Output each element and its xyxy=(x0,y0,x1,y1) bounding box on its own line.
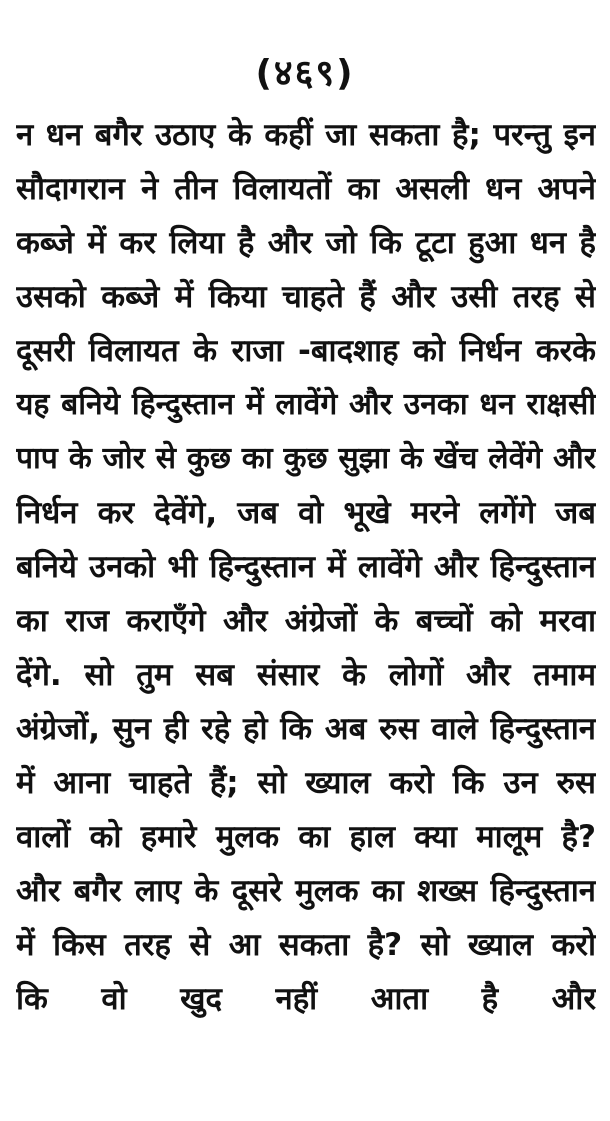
text-line: पाप के जोर से कुछ का कुछ सुझा के खेंच लेवेंगे और xyxy=(16,441,596,476)
text-line: और बगैर लाए के दूसरे मुलक का शख्स हिन्दुस्तान xyxy=(16,873,596,909)
text-line: में किस तरह से आ सकता है? सो ख्याल करो xyxy=(16,927,596,963)
body-text xyxy=(16,108,596,1026)
text-line: अंग्रेजों, सुन ही रहे हो कि अब रुस वाले हिन्दुस्तान xyxy=(16,711,596,747)
text-line: न धन बगैर उठाए के कहीं जा सकता है; परन्तु इन xyxy=(16,117,596,153)
text-line: का राज कराएँगे और अंग्रेजों के बच्चों को मरवा xyxy=(16,603,596,639)
page-number: (४६९) xyxy=(255,53,355,94)
text-line: उसको कब्जे में किया चाहते हैं और उसी तरह से xyxy=(16,279,596,315)
text-line: कब्जे में कर लिया है और जो कि टूटा हुआ धन है xyxy=(16,225,596,261)
text-line: में आना चाहते हैं; सो ख्याल करो कि उन रुस xyxy=(16,765,596,801)
text-line: निर्धन कर देवेंगे, जब वो भूखे मरने लगेंगे जब xyxy=(16,495,596,531)
text-line: यह बनिये हिन्दुस्तान में लावेंगे और उनका धन राक्षसी xyxy=(16,387,596,422)
text-line: देंगे. सो तुम सब संसार के लोगों और तमाम xyxy=(16,657,596,693)
text-line: दूसरी विलायत के राजा -बादशाह को निर्धन करके xyxy=(16,333,596,369)
text-line: वालों को हमारे मुलक का हाल क्या मालूम है? xyxy=(16,819,596,855)
text-line: सौदागरान ने तीन विलायतों का असली धन अपने xyxy=(16,171,596,207)
text-line: कि वो खुद नहीं आता है और xyxy=(16,981,596,1017)
text-line: बनिये उनको भी हिन्दुस्तान में लावेंगे और हिन्दुस्तान xyxy=(16,549,596,585)
